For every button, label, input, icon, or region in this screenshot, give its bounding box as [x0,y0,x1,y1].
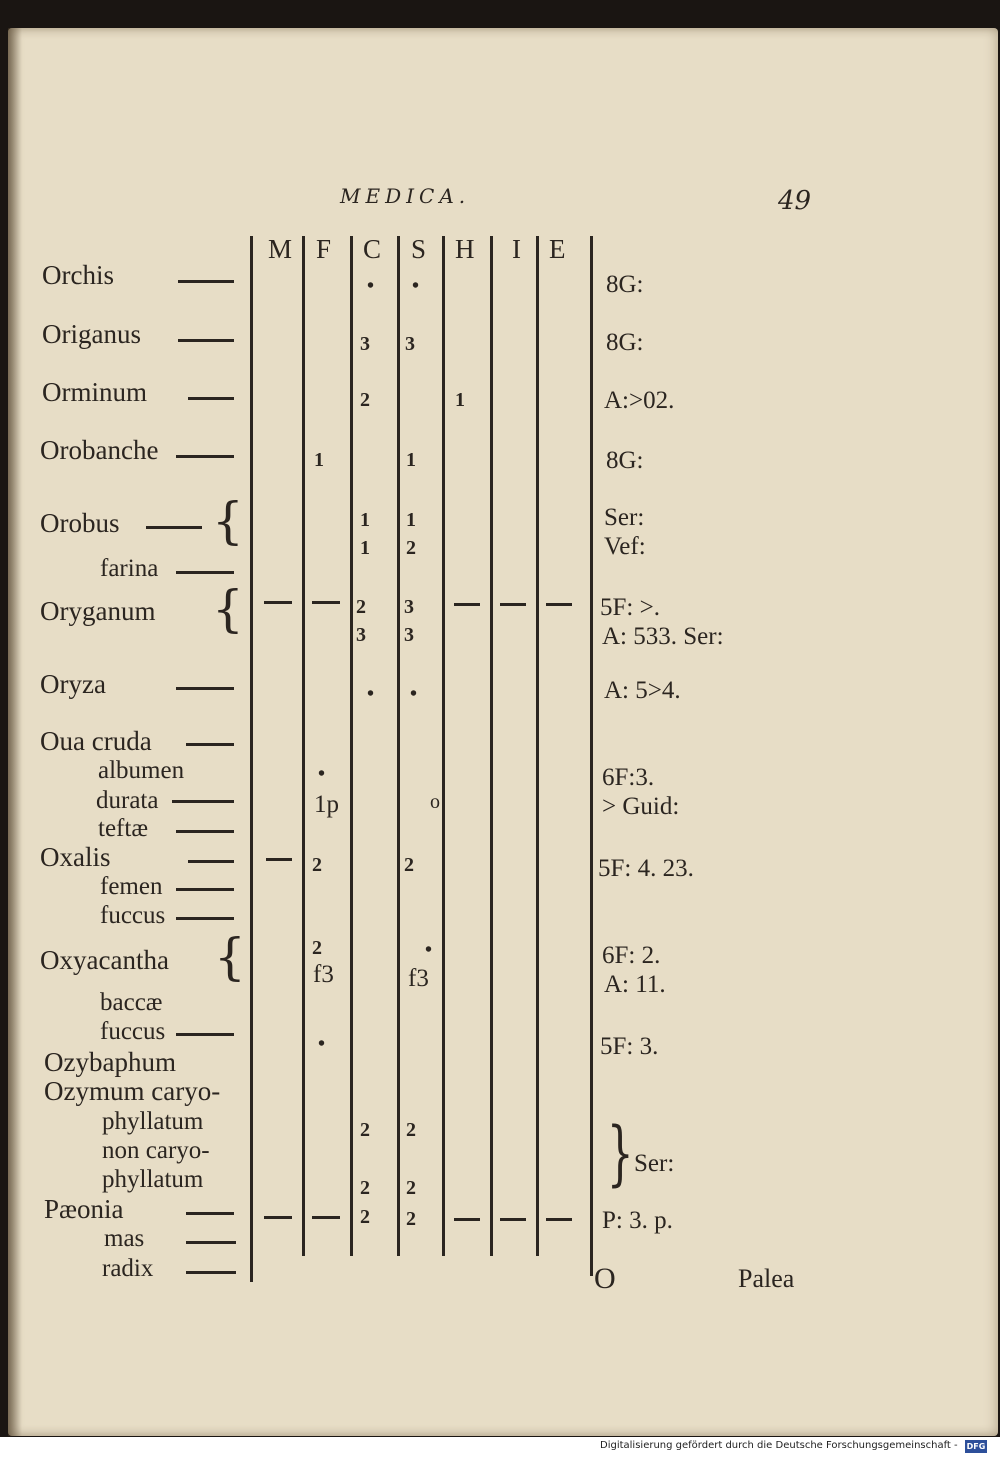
empty-cell-dash [312,1216,340,1219]
cell-c: 2 [360,1119,370,1141]
cell-s: f3 [408,965,429,992]
cell-h: 1 [455,389,465,411]
cell-s: 2 [406,1177,416,1199]
leader-dash [186,743,234,746]
leader-dash [146,526,202,529]
column-rule [397,236,400,1256]
sub-entry: fuccus [100,1018,166,1045]
leader-dash [176,687,234,690]
book-page [8,28,998,1436]
entry-name: Oxyacantha [40,945,169,975]
leader-dash [188,860,234,863]
empty-cell-dash [454,603,480,606]
cell-c: 3 [360,333,370,355]
entry-name: Oxalis [40,842,111,872]
entry-name: Ozybaphum [44,1047,176,1077]
leader-dash [186,1241,236,1244]
leader-dash [176,917,234,920]
cell-f: 2 [312,937,322,959]
cell-s: 2 [406,1119,416,1141]
column-rule [536,236,539,1256]
brace-icon: } [606,1112,634,1194]
cell-s: • [410,683,418,705]
leader-dash [178,280,234,283]
cell-s: • [425,939,433,961]
empty-cell-dash [546,603,572,606]
column-header-e: E [549,234,566,264]
column-rule [442,236,445,1256]
sub-entry: mas [104,1225,145,1252]
sub-entry: teftæ [98,815,148,842]
column-rule [490,236,493,1256]
entry-name: Orchis [42,260,114,290]
empty-cell-dash [454,1218,480,1221]
empty-cell-dash [546,1218,572,1221]
cell-s: 1 [406,509,416,531]
circle-mark: O [594,1262,616,1295]
empty-cell-dash [264,601,292,604]
reference: 5F: 3. [600,1033,659,1060]
entry-name: Oryganum [40,596,156,626]
cell-f: 2 [312,854,322,876]
column-header-f: F [316,234,332,264]
sub-entry: femen [100,873,163,900]
cell-s: 3 [404,596,414,618]
empty-cell-dash [500,1218,526,1221]
leader-dash [188,397,234,400]
dfg-logo: DFG [966,1442,986,1451]
cell-s: 2 [406,537,416,559]
cell-c: 1 [360,509,370,531]
sub-entry: farina [100,555,159,582]
reference: > Guid: [602,793,680,820]
entry-name: Ozymum caryo- [44,1076,221,1106]
column-header-c: C [363,234,382,264]
sub-entry: phyllatum [102,1166,204,1193]
reference: A: 533. Ser: [602,623,724,650]
reference: 6F: 2. [602,942,661,969]
entry-name: Orobus [40,508,120,538]
cell-f: • [318,763,326,785]
column-header-s: S [411,234,427,264]
reference: 5F: 4. 23. [598,855,694,882]
reference: 8G: [606,329,644,356]
empty-cell-dash [312,601,340,604]
reference: A: 11. [604,971,666,998]
cell-c: 2 [356,596,366,618]
sub-entry: radix [102,1255,154,1282]
empty-cell-dash [264,1216,292,1219]
cell-c: 1 [360,537,370,559]
entry-name: Orobanche [40,435,159,465]
cell-s: 2 [406,1208,416,1230]
leader-dash [186,1271,236,1274]
column-rule [250,236,253,1282]
reference: 8G: [606,447,644,474]
reference: A:>02. [604,387,675,414]
sub-entry: albumen [98,757,185,784]
sub-entry: fuccus [100,902,166,929]
leader-dash [176,888,234,891]
cell-c: 2 [360,389,370,411]
cell-c: 2 [360,1177,370,1199]
reference: P: 3. p. [602,1207,673,1234]
leader-dash [186,1212,234,1215]
leader-dash [176,1033,234,1036]
column-rule [350,236,353,1256]
cell-f: • [318,1033,326,1055]
cell-c: • [367,275,375,297]
entry-name: Origanus [42,319,141,349]
cell-s: 2 [404,854,414,876]
leader-dash [176,571,234,574]
leader-dash [172,800,234,803]
column-rule [590,236,593,1276]
entry-name: Orminum [42,377,147,407]
cell-s: • [412,275,420,297]
sub-entry: phyllatum [102,1108,204,1135]
reference: 5F: >. [600,594,660,621]
leader-dash [176,455,234,458]
sub-entry: non caryo- [102,1137,210,1164]
spine-shadow [8,28,22,1436]
cell-f: f3 [313,961,334,988]
running-head: MEDICA. [340,184,471,208]
cell-s: o [430,791,440,813]
cell-c: 3 [356,624,366,646]
page-number: 49 [778,186,812,216]
column-header-h: H [455,234,475,264]
column-header-i: I [512,234,521,264]
cell-s: 3 [405,333,415,355]
digitization-credit: Digitalisierung gefördert durch die Deutsche Forschungsgemeinschaft - [600,1440,958,1451]
empty-cell-dash [266,858,292,861]
leader-dash [176,830,234,833]
reference: A: 5>4. [604,677,681,704]
catchword: Palea [738,1264,795,1293]
cell-s: 3 [404,624,414,646]
brace-icon: { [212,580,244,638]
entry-name: Oryza [40,669,106,699]
sub-entry: baccæ [100,989,163,1016]
column-header-m: M [268,234,293,264]
empty-cell-dash [500,603,526,606]
reference: 8G: [606,271,644,298]
entry-name: Pæonia [44,1194,124,1224]
cell-s: 1 [406,449,416,471]
sub-entry: durata [96,787,159,814]
brace-icon: { [214,928,246,986]
cell-f: 1p [314,791,339,818]
reference: Ser: [634,1150,675,1177]
reference: Ser: [604,504,645,531]
cell-c: • [367,683,375,705]
entry-name: Oua cruda [40,726,152,756]
brace-icon: { [212,492,244,550]
leader-dash [178,339,234,342]
column-rule [302,236,305,1256]
reference: 6F:3. [602,764,655,791]
reference: Vef: [604,533,646,560]
cell-f: 1 [314,449,324,471]
cell-c: 2 [360,1206,370,1228]
